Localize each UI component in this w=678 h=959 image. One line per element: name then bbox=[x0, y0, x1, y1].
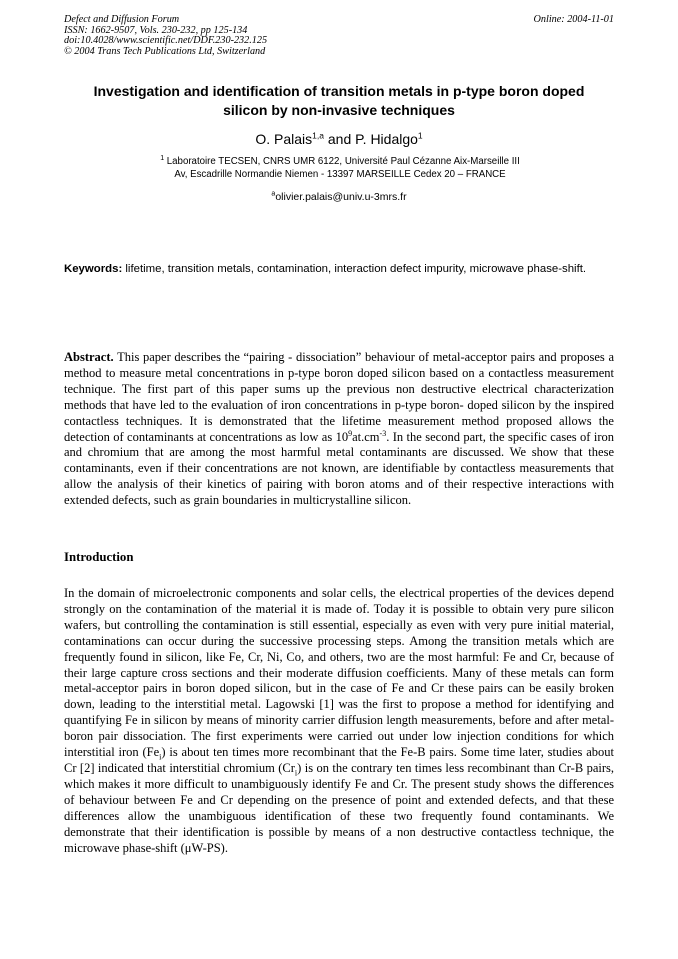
email-address: olivier.palais@univ.u-3mrs.fr bbox=[275, 191, 407, 203]
introduction-body bbox=[64, 586, 614, 856]
abstract-exponent-1: 9 bbox=[348, 428, 353, 438]
abstract-text-1: This paper describes the “pairing - dissociation” behaviour of metal-acceptor pairs and proposes a method to measure metal concentrations in p-type boron doped silicon based on a contactless measurement technique. The first part of this paper sums up the previous non destructive electrical characterization methods that have led to the evaluation of iron concentrations in p-type boron- doped silicon by the inspired contactless techniques. It is demonstrated that the lifetime measurement method proposed allows the detection of contaminants at concentrations as low as 10 bbox=[64, 350, 614, 444]
journal-doi: doi:10.4028/www.scientific.net/DDF.230-232.125 bbox=[64, 35, 268, 47]
affiliation bbox=[100, 155, 580, 181]
intro-subscript-1: i bbox=[159, 752, 162, 762]
keywords-label: Keywords: bbox=[64, 263, 123, 275]
journal-copyright: © 2004 Trans Tech Publications Ltd, Switzerland bbox=[64, 45, 266, 57]
journal-issn: ISSN: 1662-9507, Vols. 230-232, pp 125-134 bbox=[64, 24, 248, 36]
keywords-text: lifetime, transition metals, contamination, interaction defect impurity, microwave phase-shift. bbox=[122, 263, 587, 275]
abstract-text-3: . In the second part, the specific cases of iron and chromium that are among the most harmful metal contaminants are discussed. We show that these contaminants, even if their concentrations are not known, are identifiable by contactless measurements that allow the analysis of their kinetics of pairing with boron atoms and of their respective interactions with extended defects, such as grain boundaries in multicrystalline silicon. bbox=[64, 429, 614, 508]
author-palais-affil: 1,a bbox=[312, 130, 324, 141]
intro-text-1: In the domain of microelectronic components and solar cells, the electrical properties of the devices depend strongly on the contamination of the material it is made of. Today it is possible to obtain very pure silicon wafers, but controlling the contamination is still essential, especially as even with very pure initial material, contaminations can occur during the successive processing steps. Among the transition metals which are frequently found in silicon, like Fe, Cr, Ni, Co, and others, two are the most harmful: Fe and Cr, because of their large capture cross sections and their moderate diffusion coefficients. Many of these metals can form metal-acceptor pairs in boron doped silicon, but in the case of Fe and Cr these pairs can be easily broken down, leading to the interstitial metal. Lagowski [1] was the first to propose a method for identifying and quantifying Fe in silicon by means of minority carrier diffusion length measurements, before and after metal-boron pair dissociation. The first experiments were carried out under low injection conditions for which interstitial iron (Fe bbox=[64, 586, 614, 760]
affiliation-line-1: Laboratoire TECSEN, CNRS UMR 6122, Université Paul Cézanne Aix-Marseille III bbox=[164, 156, 520, 167]
online-date: Online: 2004-11-01 bbox=[533, 14, 614, 25]
author-line bbox=[64, 130, 614, 148]
intro-text-2: ) is about ten times more recombinant that the Fe-B pairs. Some time later, studies about Cr [2] indicated that interstitial chromium (Cr bbox=[64, 745, 615, 775]
author-hidalgo-affil: 1 bbox=[417, 130, 423, 141]
email-marker: a bbox=[271, 190, 276, 198]
journal-header bbox=[64, 15, 267, 57]
intro-text-3: ) is on the contrary ten times less recombinant than Cr-B pairs, which makes it more difficult to unambiguously identify Fe and Cr. The present study shows the differences of behaviour between Fe and Cr depending on the presence of point and extended defects, and that these differences allow the unambiguous identification of these two frequently found contaminants. We demonstrate that their identification is possible by means of a non destructive contactless technique, the microwave phase-shift (μW-PS). bbox=[64, 760, 614, 855]
introduction-heading: Introduction bbox=[64, 550, 134, 564]
affiliation-line-2: Av, Escadrille Normandie Niemen - 13397 MARSEILLE Cedex 20 – FRANCE bbox=[174, 169, 506, 180]
author-conjunction: and bbox=[323, 131, 356, 147]
affiliation-marker: 1 bbox=[160, 154, 165, 162]
abstract-label: Abstract. bbox=[64, 350, 114, 364]
author-hidalgo: P. Hidalgo bbox=[355, 131, 418, 147]
keywords bbox=[64, 262, 614, 277]
abstract bbox=[64, 350, 614, 509]
abstract-exponent-2: -3 bbox=[379, 428, 387, 438]
intro-subscript-2: i bbox=[294, 768, 298, 778]
journal-name: Defect and Diffusion Forum bbox=[64, 14, 180, 25]
paper-title: Investigation and identification of transition metals in p-type boron doped silicon by non-invasive techniques bbox=[93, 83, 585, 118]
author-palais: O. Palais bbox=[255, 131, 313, 147]
abstract-text-2: at.cm bbox=[352, 429, 380, 444]
contact-email bbox=[64, 190, 614, 204]
